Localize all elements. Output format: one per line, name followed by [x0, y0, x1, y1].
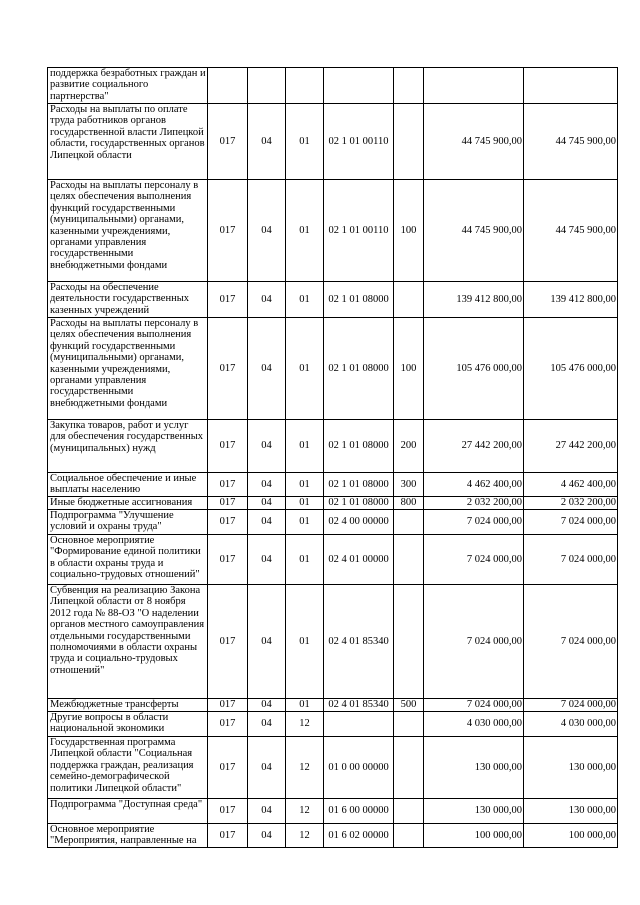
cell-ministry: 017 [208, 799, 248, 824]
cell-expense [394, 585, 424, 699]
cell-subsection: 01 [286, 585, 324, 699]
table-row [48, 318, 618, 420]
cell-subsection: 12 [286, 799, 324, 824]
cell-section: 04 [248, 699, 286, 712]
cell-article: 01 6 02 00000 [324, 824, 394, 848]
cell-subsection: 01 [286, 420, 324, 473]
cell-subsection: 01 [286, 282, 324, 318]
cell-section: 04 [248, 104, 286, 180]
cell-expense: 200 [394, 420, 424, 473]
cell-sum1: 4 030 000,00 [424, 712, 524, 737]
cell-name: Расходы на выплаты персоналу в целях обеспечения выполнения функций государственными (муниципальными) органами, казенными учреждениями, органами управления государственными внебюджетными фондами [48, 180, 208, 282]
cell-ministry: 017 [208, 824, 248, 848]
cell-ministry: 017 [208, 712, 248, 737]
cell-name: Закупка товаров, работ и услуг для обеспечения государственных (муниципальных) нужд [48, 420, 208, 473]
cell-subsection: 01 [286, 699, 324, 712]
cell-expense [394, 799, 424, 824]
cell-section: 04 [248, 712, 286, 737]
table-row [48, 585, 618, 699]
cell-sum1: 7 024 000,00 [424, 535, 524, 585]
cell-expense [394, 737, 424, 799]
cell-name: Субвенция на реализацию Закона Липецкой области от 8 ноября 2012 года № 88-ОЗ "О наделении органов местного самоуправления отдельными государственными полномочиями в области охраны труда и социально-трудовых отношений" [48, 585, 208, 699]
cell-article: 02 1 01 08000 [324, 318, 394, 420]
cell-name: поддержка безработных граждан и развитие социального партнерства" [48, 68, 208, 104]
cell-sum1: 105 476 000,00 [424, 318, 524, 420]
cell-article: 02 4 00 00000 [324, 510, 394, 535]
cell-sum2 [524, 68, 618, 104]
cell-sum2: 27 442 200,00 [524, 420, 618, 473]
cell-expense: 100 [394, 318, 424, 420]
cell-sum1: 2 032 200,00 [424, 497, 524, 510]
cell-expense: 100 [394, 180, 424, 282]
cell-expense [394, 510, 424, 535]
table-row [48, 510, 618, 535]
cell-section: 04 [248, 318, 286, 420]
cell-sum1: 7 024 000,00 [424, 510, 524, 535]
cell-subsection: 12 [286, 712, 324, 737]
cell-section: 04 [248, 282, 286, 318]
cell-subsection: 01 [286, 535, 324, 585]
cell-expense: 800 [394, 497, 424, 510]
cell-article: 02 4 01 85340 [324, 699, 394, 712]
cell-sum2: 7 024 000,00 [524, 510, 618, 535]
cell-name: Социальное обеспечение и иные выплаты населению [48, 473, 208, 497]
cell-expense [394, 68, 424, 104]
cell-name: Государственная программа Липецкой области "Социальная поддержка граждан, реализация семейно-демографической политики Липецкой области" [48, 737, 208, 799]
cell-name: Подпрограмма "Улучшение условий и охраны труда" [48, 510, 208, 535]
cell-section [248, 68, 286, 104]
cell-name: Другие вопросы в области национальной экономики [48, 712, 208, 737]
table-row [48, 737, 618, 799]
cell-sum2: 44 745 900,00 [524, 180, 618, 282]
cell-subsection: 01 [286, 510, 324, 535]
cell-name: Иные бюджетные ассигнования [48, 497, 208, 510]
cell-sum2: 130 000,00 [524, 799, 618, 824]
cell-subsection: 12 [286, 737, 324, 799]
cell-sum1: 44 745 900,00 [424, 180, 524, 282]
cell-article: 02 4 01 85340 [324, 585, 394, 699]
cell-sum1: 139 412 800,00 [424, 282, 524, 318]
cell-article: 01 6 00 00000 [324, 799, 394, 824]
cell-article [324, 68, 394, 104]
cell-section: 04 [248, 497, 286, 510]
cell-ministry: 017 [208, 318, 248, 420]
cell-subsection: 01 [286, 180, 324, 282]
cell-ministry: 017 [208, 497, 248, 510]
cell-sum1 [424, 68, 524, 104]
cell-sum2: 44 745 900,00 [524, 104, 618, 180]
cell-ministry: 017 [208, 510, 248, 535]
cell-sum1: 27 442 200,00 [424, 420, 524, 473]
table-row [48, 473, 618, 497]
cell-section: 04 [248, 473, 286, 497]
cell-sum1: 7 024 000,00 [424, 699, 524, 712]
cell-expense [394, 824, 424, 848]
cell-sum2: 4 030 000,00 [524, 712, 618, 737]
table-row [48, 68, 618, 104]
table-row [48, 420, 618, 473]
cell-ministry: 017 [208, 535, 248, 585]
table-row [48, 180, 618, 282]
cell-sum2: 4 462 400,00 [524, 473, 618, 497]
cell-name: Подпрограмма "Доступная среда" [48, 799, 208, 824]
cell-ministry: 017 [208, 104, 248, 180]
cell-ministry: 017 [208, 420, 248, 473]
cell-sum1: 130 000,00 [424, 799, 524, 824]
cell-ministry [208, 68, 248, 104]
cell-subsection: 01 [286, 473, 324, 497]
cell-section: 04 [248, 585, 286, 699]
table-row [48, 712, 618, 737]
cell-expense [394, 282, 424, 318]
cell-ministry: 017 [208, 737, 248, 799]
cell-article: 02 1 01 08000 [324, 282, 394, 318]
cell-section: 04 [248, 420, 286, 473]
cell-name: Основное мероприятие "Мероприятия, направленные на [48, 824, 208, 848]
cell-ministry: 017 [208, 180, 248, 282]
cell-subsection [286, 68, 324, 104]
cell-sum1: 130 000,00 [424, 737, 524, 799]
cell-sum2: 7 024 000,00 [524, 535, 618, 585]
cell-article: 02 1 01 08000 [324, 420, 394, 473]
cell-subsection: 12 [286, 824, 324, 848]
cell-section: 04 [248, 180, 286, 282]
budget-table [47, 67, 618, 848]
cell-expense [394, 535, 424, 585]
cell-ministry: 017 [208, 282, 248, 318]
cell-sum2: 100 000,00 [524, 824, 618, 848]
cell-sum2: 7 024 000,00 [524, 585, 618, 699]
cell-ministry: 017 [208, 585, 248, 699]
cell-expense: 300 [394, 473, 424, 497]
cell-subsection: 01 [286, 497, 324, 510]
table-row [48, 282, 618, 318]
cell-sum1: 44 745 900,00 [424, 104, 524, 180]
cell-article: 02 1 01 00110 [324, 180, 394, 282]
cell-section: 04 [248, 799, 286, 824]
cell-sum2: 7 024 000,00 [524, 699, 618, 712]
cell-sum2: 105 476 000,00 [524, 318, 618, 420]
cell-ministry: 017 [208, 473, 248, 497]
cell-expense [394, 104, 424, 180]
cell-article [324, 712, 394, 737]
table-row [48, 699, 618, 712]
cell-expense: 500 [394, 699, 424, 712]
cell-section: 04 [248, 824, 286, 848]
cell-section: 04 [248, 535, 286, 585]
cell-expense [394, 712, 424, 737]
cell-article: 02 1 01 00110 [324, 104, 394, 180]
cell-ministry: 017 [208, 699, 248, 712]
cell-subsection: 01 [286, 104, 324, 180]
cell-section: 04 [248, 510, 286, 535]
table-row [48, 104, 618, 180]
cell-name: Расходы на выплаты персоналу в целях обеспечения выполнения функций государственными (муниципальными) органами, казенными учреждениями, органами управления государственными внебюджетными фондами [48, 318, 208, 420]
cell-section: 04 [248, 737, 286, 799]
cell-sum1: 7 024 000,00 [424, 585, 524, 699]
table-row [48, 535, 618, 585]
cell-subsection: 01 [286, 318, 324, 420]
cell-article: 01 0 00 00000 [324, 737, 394, 799]
table-row [48, 799, 618, 824]
cell-sum1: 100 000,00 [424, 824, 524, 848]
cell-article: 02 4 01 00000 [324, 535, 394, 585]
cell-name: Межбюджетные трансферты [48, 699, 208, 712]
cell-name: Расходы на выплаты по оплате труда работников органов государственной власти Липецкой области, государственных органов Липецкой области [48, 104, 208, 180]
table-row [48, 824, 618, 848]
cell-sum2: 2 032 200,00 [524, 497, 618, 510]
cell-sum2: 139 412 800,00 [524, 282, 618, 318]
cell-sum1: 4 462 400,00 [424, 473, 524, 497]
cell-sum2: 130 000,00 [524, 737, 618, 799]
cell-name: Основное мероприятие "Формирование единой политики в области охраны труда и социально-трудовых отношений" [48, 535, 208, 585]
cell-name: Расходы на обеспечение деятельности государственных казенных учреждений [48, 282, 208, 318]
cell-article: 02 1 01 08000 [324, 497, 394, 510]
table-row [48, 497, 618, 510]
cell-article: 02 1 01 08000 [324, 473, 394, 497]
